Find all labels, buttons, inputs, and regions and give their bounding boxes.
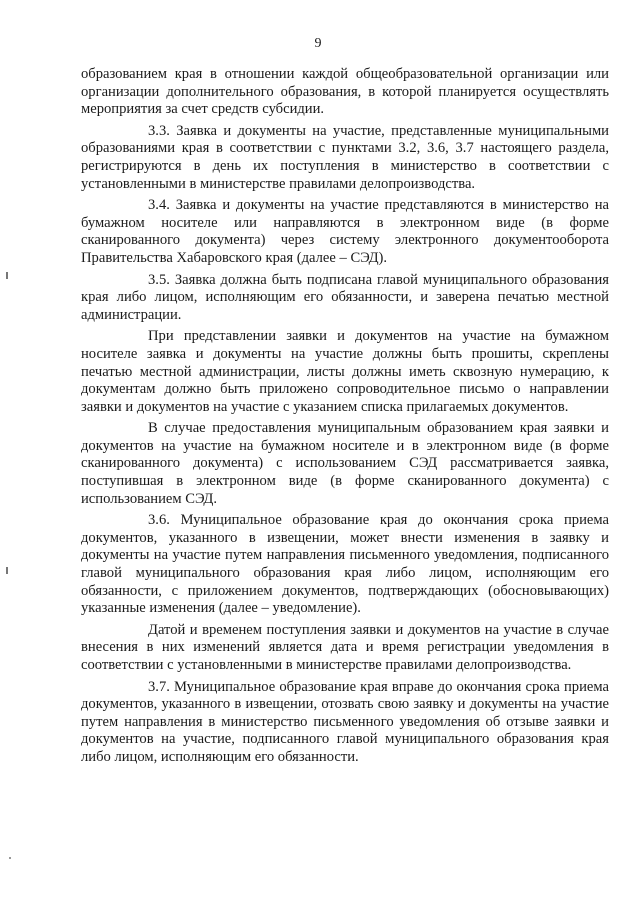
scan-mark-top <box>6 272 8 279</box>
paragraph-3-3: 3.3. Заявка и документы на участие, представленные муниципальными образованиями края в соответствии с пунктами 3.2, 3.6, 3.7 настоящего раздела, регистрируются в день их поступления в министерство в соответствии с установленными в министерстве правилами делопроизводства. <box>81 122 609 192</box>
paragraph-3-7: 3.7. Муниципальное образование края вправе до окончания срока приема документов, указанного в извещении, отозвать свою заявку и документы на участие путем направления в министерство письменного уведомления об отзыве заявки и документов на участие, подписанного главой муниципального образования края либо лицом, исполняющим его обязанности. <box>81 678 609 765</box>
paragraph-3-4: 3.4. Заявка и документы на участие представляются в министерство на бумажном носителе или направляются в электронном виде (в форме сканированного документа) через систему электронного документооборота Правительства Хабаровского края (далее – СЭД). <box>81 197 609 266</box>
document-body <box>81 66 609 771</box>
paragraph-change-date: Датой и временем поступления заявки и документов на участие в случае внесения в них изменений является дата и время регистрации уведомления в соответствии с установленными в министерстве правилами делопроизводства. <box>81 621 609 673</box>
paragraph-3-6: 3.6. Муниципальное образование края до окончания срока приема документов, указанного в извещении, может внести изменения в заявку и документы на участие путем направления письменного уведомления, подписанного главой муниципального образования края либо лицом, исполняющим его обязанности, с приложением документов, подтверждающих (обосновывающих) указанные изменения (далее – уведомление). <box>81 512 609 617</box>
paragraph-paper-submission: При представлении заявки и документов на участие на бумажном носителе заявка и документы на участие должны быть прошиты, скреплены печатью местной администрации, листы должны иметь сквозную нумерацию, к документам должно быть приложено сопроводительное письмо о направлении заявки и документов на участие с указанием списка прилагаемых документов. <box>81 328 609 415</box>
scan-mark-bottom <box>9 857 11 859</box>
paragraph-electronic-submission: В случае предоставления муниципальным образованием края заявки и документов на участие на бумажном носителе и в электронном виде (в форме сканированного документа) с использованием СЭД рассматривается заявка, поступившая в электронном виде (в форме сканированного документа) с использованием СЭД. <box>81 420 609 507</box>
page-number: 9 <box>314 36 322 51</box>
scan-mark-middle <box>6 567 8 574</box>
paragraph-continuation: образованием края в отношении каждой общеобразовательной организации или организации дополнительного образования, в которой планируется осуществлять мероприятия за счет средств субсидии. <box>81 66 609 118</box>
paragraph-3-5: 3.5. Заявка должна быть подписана главой муниципального образования края либо лицом, исполняющим его обязанности, и заверена печатью местной администрации. <box>81 271 609 323</box>
